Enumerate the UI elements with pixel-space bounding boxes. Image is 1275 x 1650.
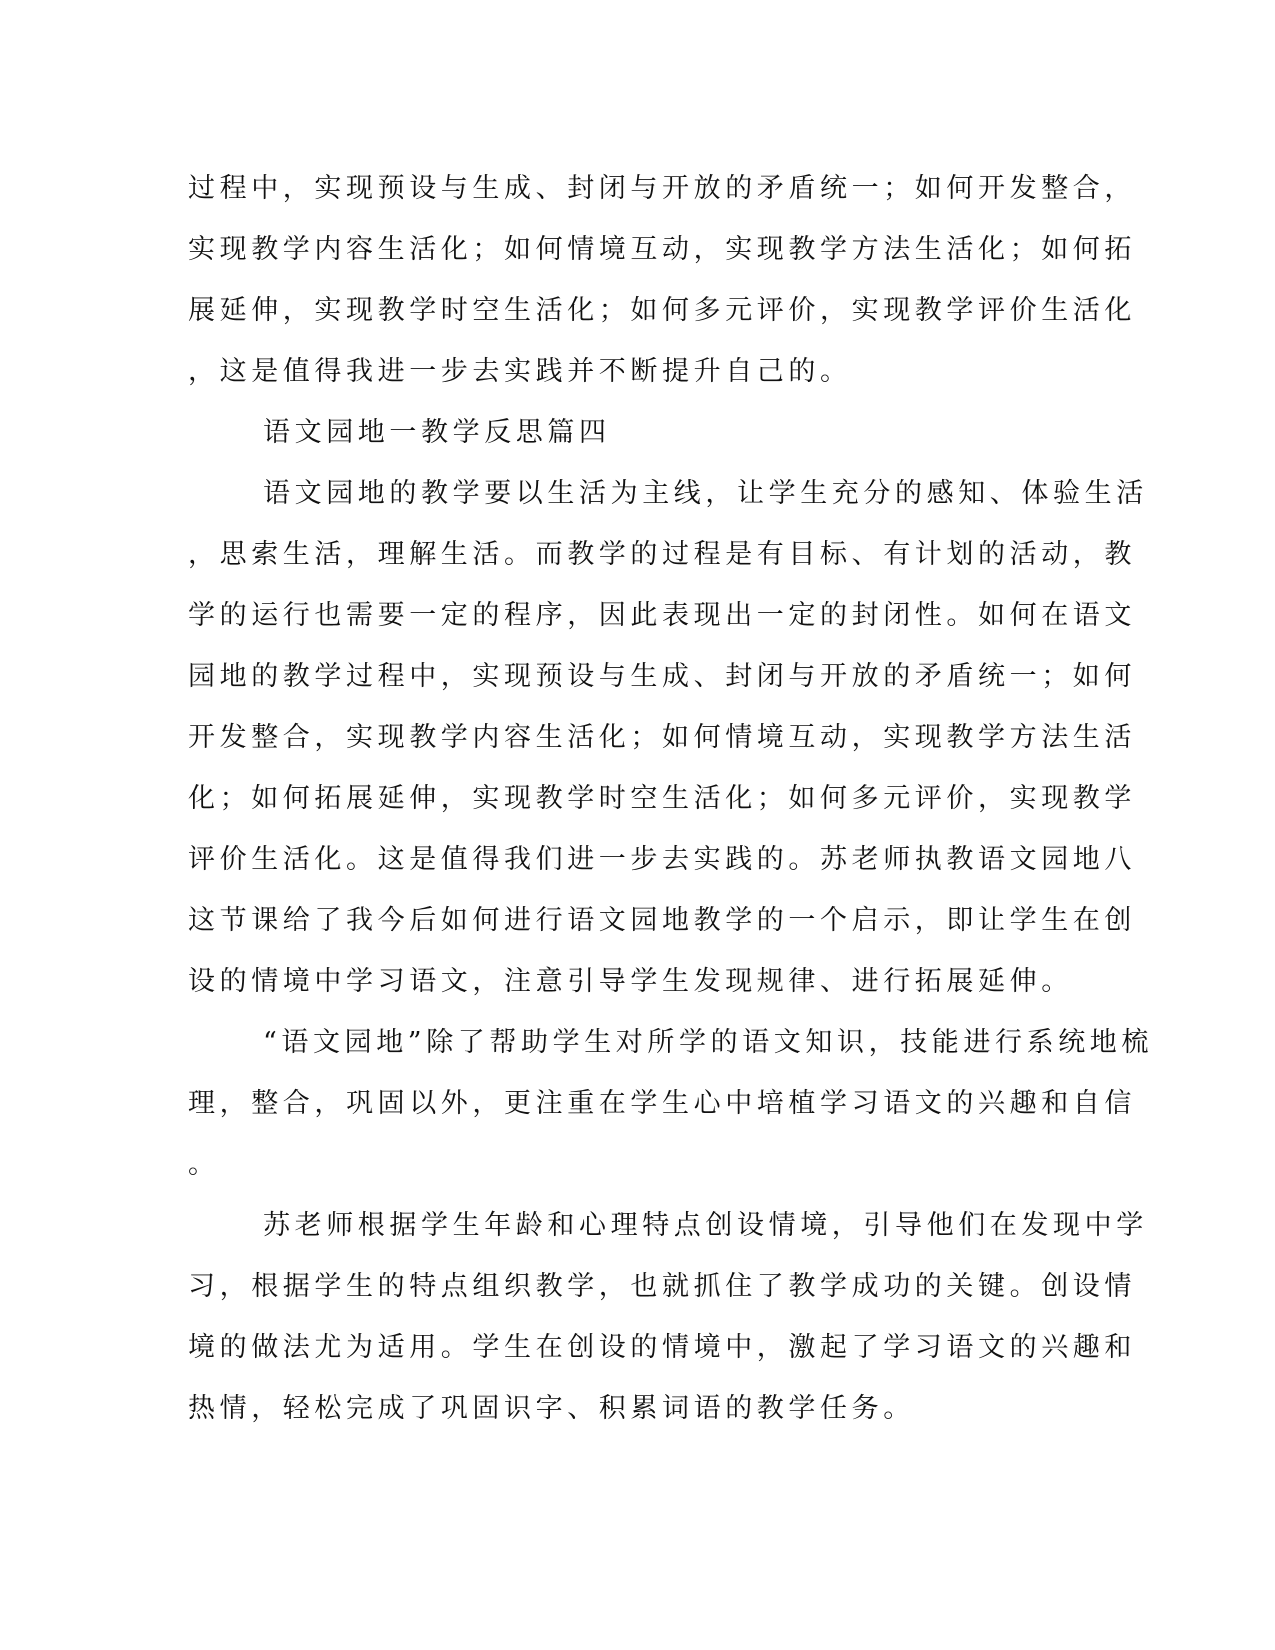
text-line: ，思索生活，理解生活。而教学的过程是有目标、有计划的活动，教 [188, 539, 1136, 570]
paragraph-continued [188, 158, 1136, 402]
paragraph-teacher [188, 1195, 1148, 1439]
text-line: 设的情境中学习语文，注意引导学生发现规律、进行拓展延伸。 [188, 966, 1073, 997]
document-body [188, 158, 1154, 1439]
text-line: 。 [188, 1149, 220, 1180]
text-line: 学的运行也需要一定的程序，因此表现出一定的封闭性。如何在语文 [188, 600, 1136, 631]
text-line: 展延伸，实现教学时空生活化；如何多元评价，实现教学评价生活化 [188, 295, 1136, 326]
text-line: 园地的教学过程中，实现预设与生成、封闭与开放的矛盾统一；如何 [188, 661, 1136, 692]
text-line: 开发整合，实现教学内容生活化；如何情境互动，实现教学方法生活 [188, 722, 1136, 753]
text-line: 这节课给了我今后如何进行语文园地教学的一个启示，即让学生在创 [188, 905, 1136, 936]
text-line: 境的做法尤为适用。学生在创设的情境中，激起了学习语文的兴趣和 [188, 1332, 1136, 1363]
paragraph-intro [188, 463, 1148, 1012]
text-line: 热情，轻松完成了巩固识字、积累词语的教学任务。 [188, 1393, 915, 1424]
text-line: 实现教学内容生活化；如何情境互动，实现教学方法生活化；如何拓 [188, 234, 1136, 265]
text-line: 习，根据学生的特点组织教学，也就抓住了教学成功的关键。创设情 [188, 1271, 1136, 1302]
text-line: 化；如何拓展延伸，实现教学时空生活化；如何多元评价，实现教学 [188, 783, 1136, 814]
text-line: 理，整合，巩固以外，更注重在学生心中培植学习语文的兴趣和自信 [188, 1088, 1136, 1119]
text-line: 过程中，实现预设与生成、封闭与开放的矛盾统一；如何开发整合， [188, 173, 1136, 204]
section-heading: 语文园地一教学反思篇四 [263, 417, 611, 448]
paragraph-garden [188, 1012, 1154, 1195]
text-line: “语文园地”除了帮助学生对所学的语文知识，技能进行系统地梳 [263, 1027, 1154, 1058]
text-line: 语文园地的教学要以生活为主线，让学生充分的感知、体验生活 [263, 478, 1148, 509]
text-line: 苏老师根据学生年龄和心理特点创设情境，引导他们在发现中学 [263, 1210, 1148, 1241]
text-line: 评价生活化。这是值得我们进一步去实践的。苏老师执教语文园地八 [188, 844, 1136, 875]
text-line: ，这是值得我进一步去实践并不断提升自己的。 [188, 356, 852, 387]
